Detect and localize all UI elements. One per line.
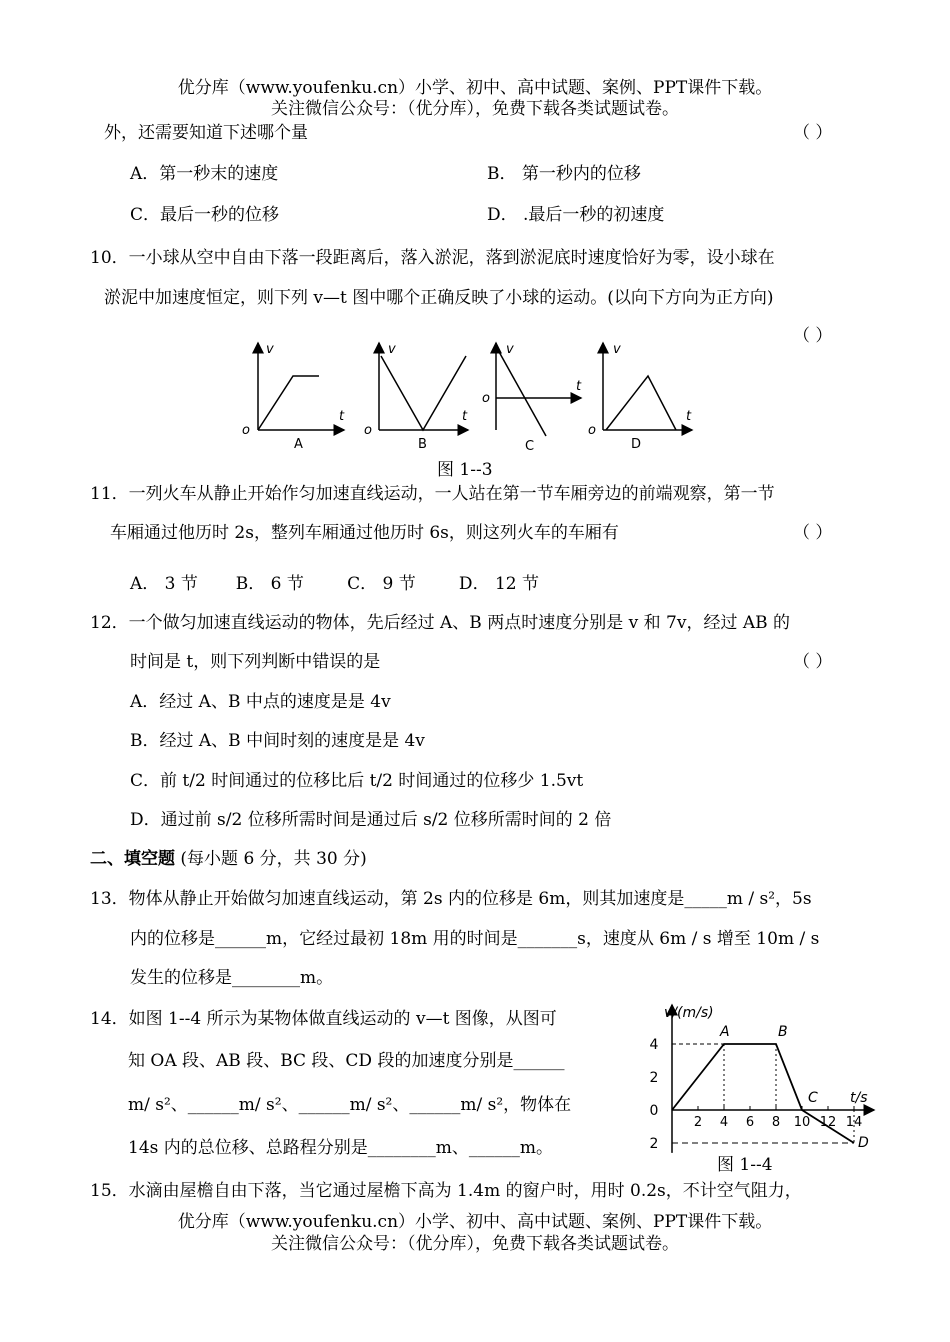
graph-b-line — [381, 356, 466, 430]
q9-option-d: D． .最后一秒的初速度 — [487, 205, 665, 225]
graph-a-caption: A — [294, 437, 303, 452]
graph-a-o-label: o — [242, 423, 250, 438]
chart-x-tick-label: 14 — [845, 1115, 863, 1130]
q12-option-c: C．前 t/2 时间通过的位移比后 t/2 时间通过的位移少 1.5vt — [130, 771, 584, 791]
chart-point-label-c: C — [808, 1090, 818, 1106]
chart-y-axis-label: v/(m/s) — [664, 1005, 714, 1021]
graph-c-v-label: v — [506, 342, 514, 357]
chart-point-label-a: A — [720, 1024, 730, 1040]
q10-line-1: 10．一小球从空中自由下落一段距离后，落入淤泥，落到淤泥底时速度恰好为零，设小球在 — [90, 248, 775, 268]
header-line-1: 优分库（www.youfenku.cn）小学、初中、高中试题、案例、PPT课件下载。 — [177, 78, 773, 98]
figure-1-4-caption: 图 1--4 — [717, 1155, 773, 1175]
footer-line-2: 关注微信公众号：（优分库），免费下载各类试题试卷。 — [271, 1234, 679, 1254]
graph-c-line — [498, 350, 546, 436]
figure-1-3 — [236, 338, 706, 453]
q10-line-2: 淤泥中加速度恒定，则下列 v—t 图中哪个正确反映了小球的运动。(以向下方向为正方向) — [104, 288, 774, 308]
q12-line-1: 12．一个做匀加速直线运动的物体，先后经过 A、B 两点时速度分别是 v 和 7v，经过 AB 的 — [90, 613, 791, 633]
section-2-note: (每小题 6 分，共 30 分) — [175, 849, 367, 869]
chart-point-label-d: D — [858, 1135, 869, 1151]
chart-y-tick-label: 2 — [649, 1070, 659, 1086]
q13-line-2: 内的位移是______m，它经过最初 18m 用的时间是_______s，速度从 6m / s 增至 10m / s — [130, 929, 820, 949]
q12-answer-paren: （ ） — [793, 652, 833, 672]
chart-x-tick-label: 2 — [693, 1115, 703, 1130]
chart-x-tick-label: 8 — [771, 1115, 781, 1130]
graph-a-line — [258, 376, 319, 430]
q11-options: A． 3 节 B． 6 节 C． 9 节 D． 12 节 — [130, 574, 540, 594]
chart-y-tick-label: 0 — [649, 1103, 659, 1119]
chart-x-tick-label: 6 — [745, 1115, 755, 1130]
section-2-title: 二、填空题 — [90, 849, 175, 869]
graph-d-t-label: t — [686, 409, 692, 424]
figure-1-3-caption: 图 1--3 — [437, 460, 493, 480]
graph-b-t-label: t — [462, 409, 468, 424]
q9-tail: 外，还需要知道下述哪个量 — [104, 123, 308, 143]
q14-line-4: 14s 内的总位移、总路程分别是________m、______m。 — [128, 1138, 553, 1158]
graph-a-t-label: t — [339, 409, 345, 424]
q11-answer-paren: （ ） — [793, 523, 833, 543]
chart-x-tick-label: 12 — [819, 1115, 837, 1130]
graph-c-o-label: o — [482, 391, 490, 406]
figure-1-4-chart — [628, 1003, 888, 1163]
graph-c-t-label: t — [576, 379, 582, 394]
q13-line-1: 13．物体从静止开始做匀加速直线运动，第 2s 内的位移是 6m，则其加速度是_____m / s²，5s — [90, 889, 812, 909]
q12-option-d: D．通过前 s/2 位移所需时间是通过后 s/2 位移所需时间的 2 倍 — [130, 810, 612, 830]
q11-line-1: 11．一列火车从静止开始作匀加速直线运动，一人站在第一节车厢旁边的前端观察，第一节 — [90, 484, 775, 504]
chart-y-tick-label: 4 — [649, 1037, 659, 1053]
chart-point-label-b: B — [778, 1024, 788, 1040]
graph-a-v-label: v — [266, 342, 274, 357]
graph-d-line — [606, 376, 676, 430]
graph-b-caption: B — [418, 437, 427, 452]
graph-d-v-label: v — [613, 342, 621, 357]
graph-d-o-label: o — [588, 423, 596, 438]
q15-line-1: 15．水滴由屋檐自由下落，当它通过屋檐下高为 1.4m 的窗户时，用时 0.2s，不计空气阻力， — [90, 1181, 802, 1201]
footer-line-1: 优分库（www.youfenku.cn）小学、初中、高中试题、案例、PPT课件下载。 — [177, 1212, 773, 1232]
q12-line-2: 时间是 t，则下列判断中错误的是 — [130, 652, 381, 672]
q14-line-1: 14．如图 1--4 所示为某物体做直线运动的 v—t 图像，从图可 — [90, 1009, 557, 1029]
graph-b-o-label: o — [364, 423, 372, 438]
header-line-2: 关注微信公众号：（优分库），免费下载各类试题试卷。 — [271, 99, 679, 119]
q14-line-3: m/ s²、______m/ s²、______m/ s²、______m/ s²，物体在 — [128, 1095, 572, 1115]
q9-option-c: C．最后一秒的位移 — [130, 205, 280, 225]
q9-option-b: B． 第一秒内的位移 — [487, 164, 641, 184]
q9-answer-paren: （ ） — [793, 123, 833, 143]
q14-line-2: 知 OA 段、AB 段、BC 段、CD 段的加速度分别是______ — [128, 1051, 565, 1071]
chart-y-tick-label: 2 — [649, 1136, 659, 1152]
q12-option-b: B．经过 A、B 中间时刻的速度是是 4v — [130, 731, 425, 751]
q9-option-a: A．第一秒末的速度 — [130, 164, 279, 184]
q12-option-a: A．经过 A、B 中点的速度是是 4v — [130, 692, 391, 712]
chart-x-axis-label: t/s — [850, 1090, 868, 1106]
chart-x-tick-label: 10 — [793, 1115, 811, 1130]
q13-line-3: 发生的位移是________m。 — [130, 968, 334, 988]
graph-c-caption: C — [525, 439, 535, 453]
graph-d-caption: D — [631, 437, 642, 452]
chart-x-tick-label: 4 — [719, 1115, 729, 1130]
graph-b-v-label: v — [388, 342, 396, 357]
q10-answer-paren: （ ） — [793, 326, 833, 346]
q11-line-2: 车厢通过他历时 2s，整列车厢通过他历时 6s，则这列火车的车厢有 — [110, 523, 619, 543]
